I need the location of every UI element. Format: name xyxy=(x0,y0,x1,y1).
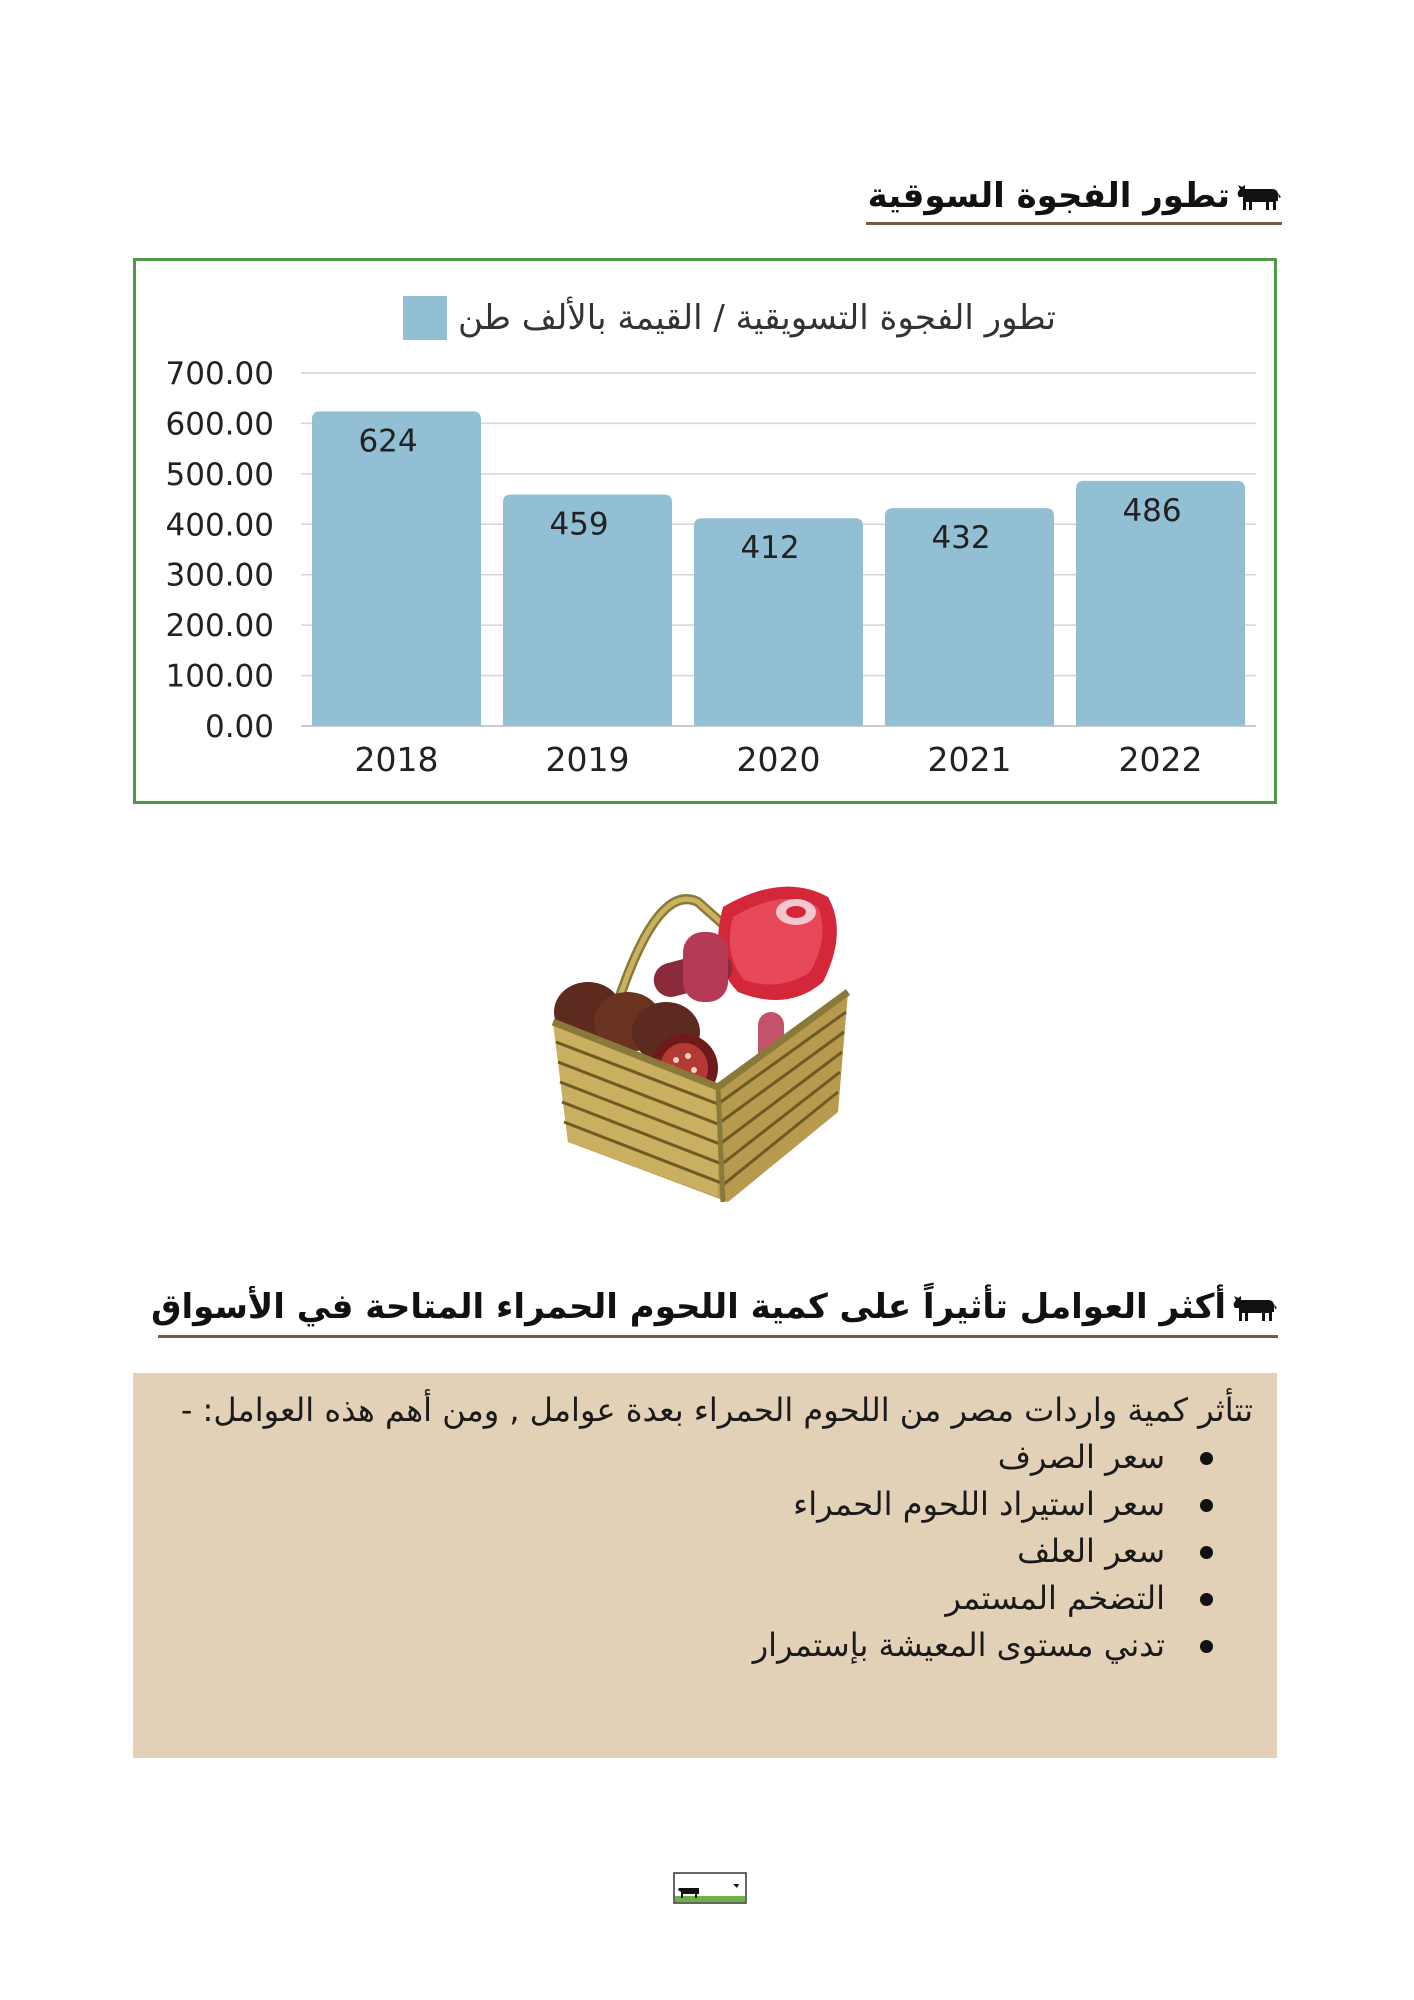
y-tick-label: 500.00 xyxy=(165,456,274,493)
data-label: 459 xyxy=(549,506,609,543)
y-tick-label: 400.00 xyxy=(165,507,274,544)
section-heading-factors xyxy=(151,1287,1278,1327)
x-tick-label: 2021 xyxy=(927,740,1012,779)
y-tick-label: 300.00 xyxy=(165,557,274,594)
factors-list xyxy=(173,1434,1253,1669)
legend-swatch xyxy=(403,296,447,340)
data-label: 624 xyxy=(358,423,418,460)
list-item: سعر استيراد اللحوم الحمراء xyxy=(173,1481,1213,1528)
market-gap-chart xyxy=(133,258,1277,804)
data-label: 432 xyxy=(931,520,991,557)
list-item: سعر العلف xyxy=(173,1528,1213,1575)
list-item: تدني مستوى المعيشة بإستمرار xyxy=(173,1622,1213,1669)
section-heading-market-gap xyxy=(868,176,1282,216)
heading-text: تطور الفجوة السوقية xyxy=(867,176,1230,216)
x-tick-label: 2022 xyxy=(1118,740,1203,779)
heading-text: أكثر العوامل تأثيراً على كمية اللحوم الحمراء المتاحة في الأسواق xyxy=(151,1287,1226,1327)
x-tick-label: 2018 xyxy=(354,740,439,779)
y-tick-label: 200.00 xyxy=(165,608,274,645)
x-tick-label: 2020 xyxy=(736,740,821,779)
data-label: 412 xyxy=(740,530,800,567)
y-tick-label: 100.00 xyxy=(165,658,274,695)
list-item: سعر الصرف xyxy=(173,1434,1213,1481)
list-item: التضخم المستمر xyxy=(173,1575,1213,1622)
factors-intro: تتأثر كمية واردات مصر من اللحوم الحمراء بعدة عوامل , ومن أهم هذه العوامل: - xyxy=(180,1391,1253,1429)
bar-chart-svg xyxy=(136,261,1274,801)
y-tick-label: 600.00 xyxy=(165,406,274,443)
data-label: 486 xyxy=(1122,492,1182,529)
cow-icon xyxy=(1236,181,1282,211)
factors-box xyxy=(133,1373,1277,1758)
footer-logo xyxy=(673,1872,747,1904)
heading-underline xyxy=(158,1335,1278,1338)
meat-basket-illustration xyxy=(548,872,878,1212)
legend-label: تطور الفجوة التسويقية / القيمة بالألف طن xyxy=(458,298,1056,338)
y-tick-label: 700.00 xyxy=(165,356,274,392)
x-tick-label: 2019 xyxy=(545,740,630,779)
heading-underline xyxy=(866,222,1282,225)
cow-icon xyxy=(1232,1292,1278,1322)
y-tick-label: 0.00 xyxy=(204,709,274,745)
